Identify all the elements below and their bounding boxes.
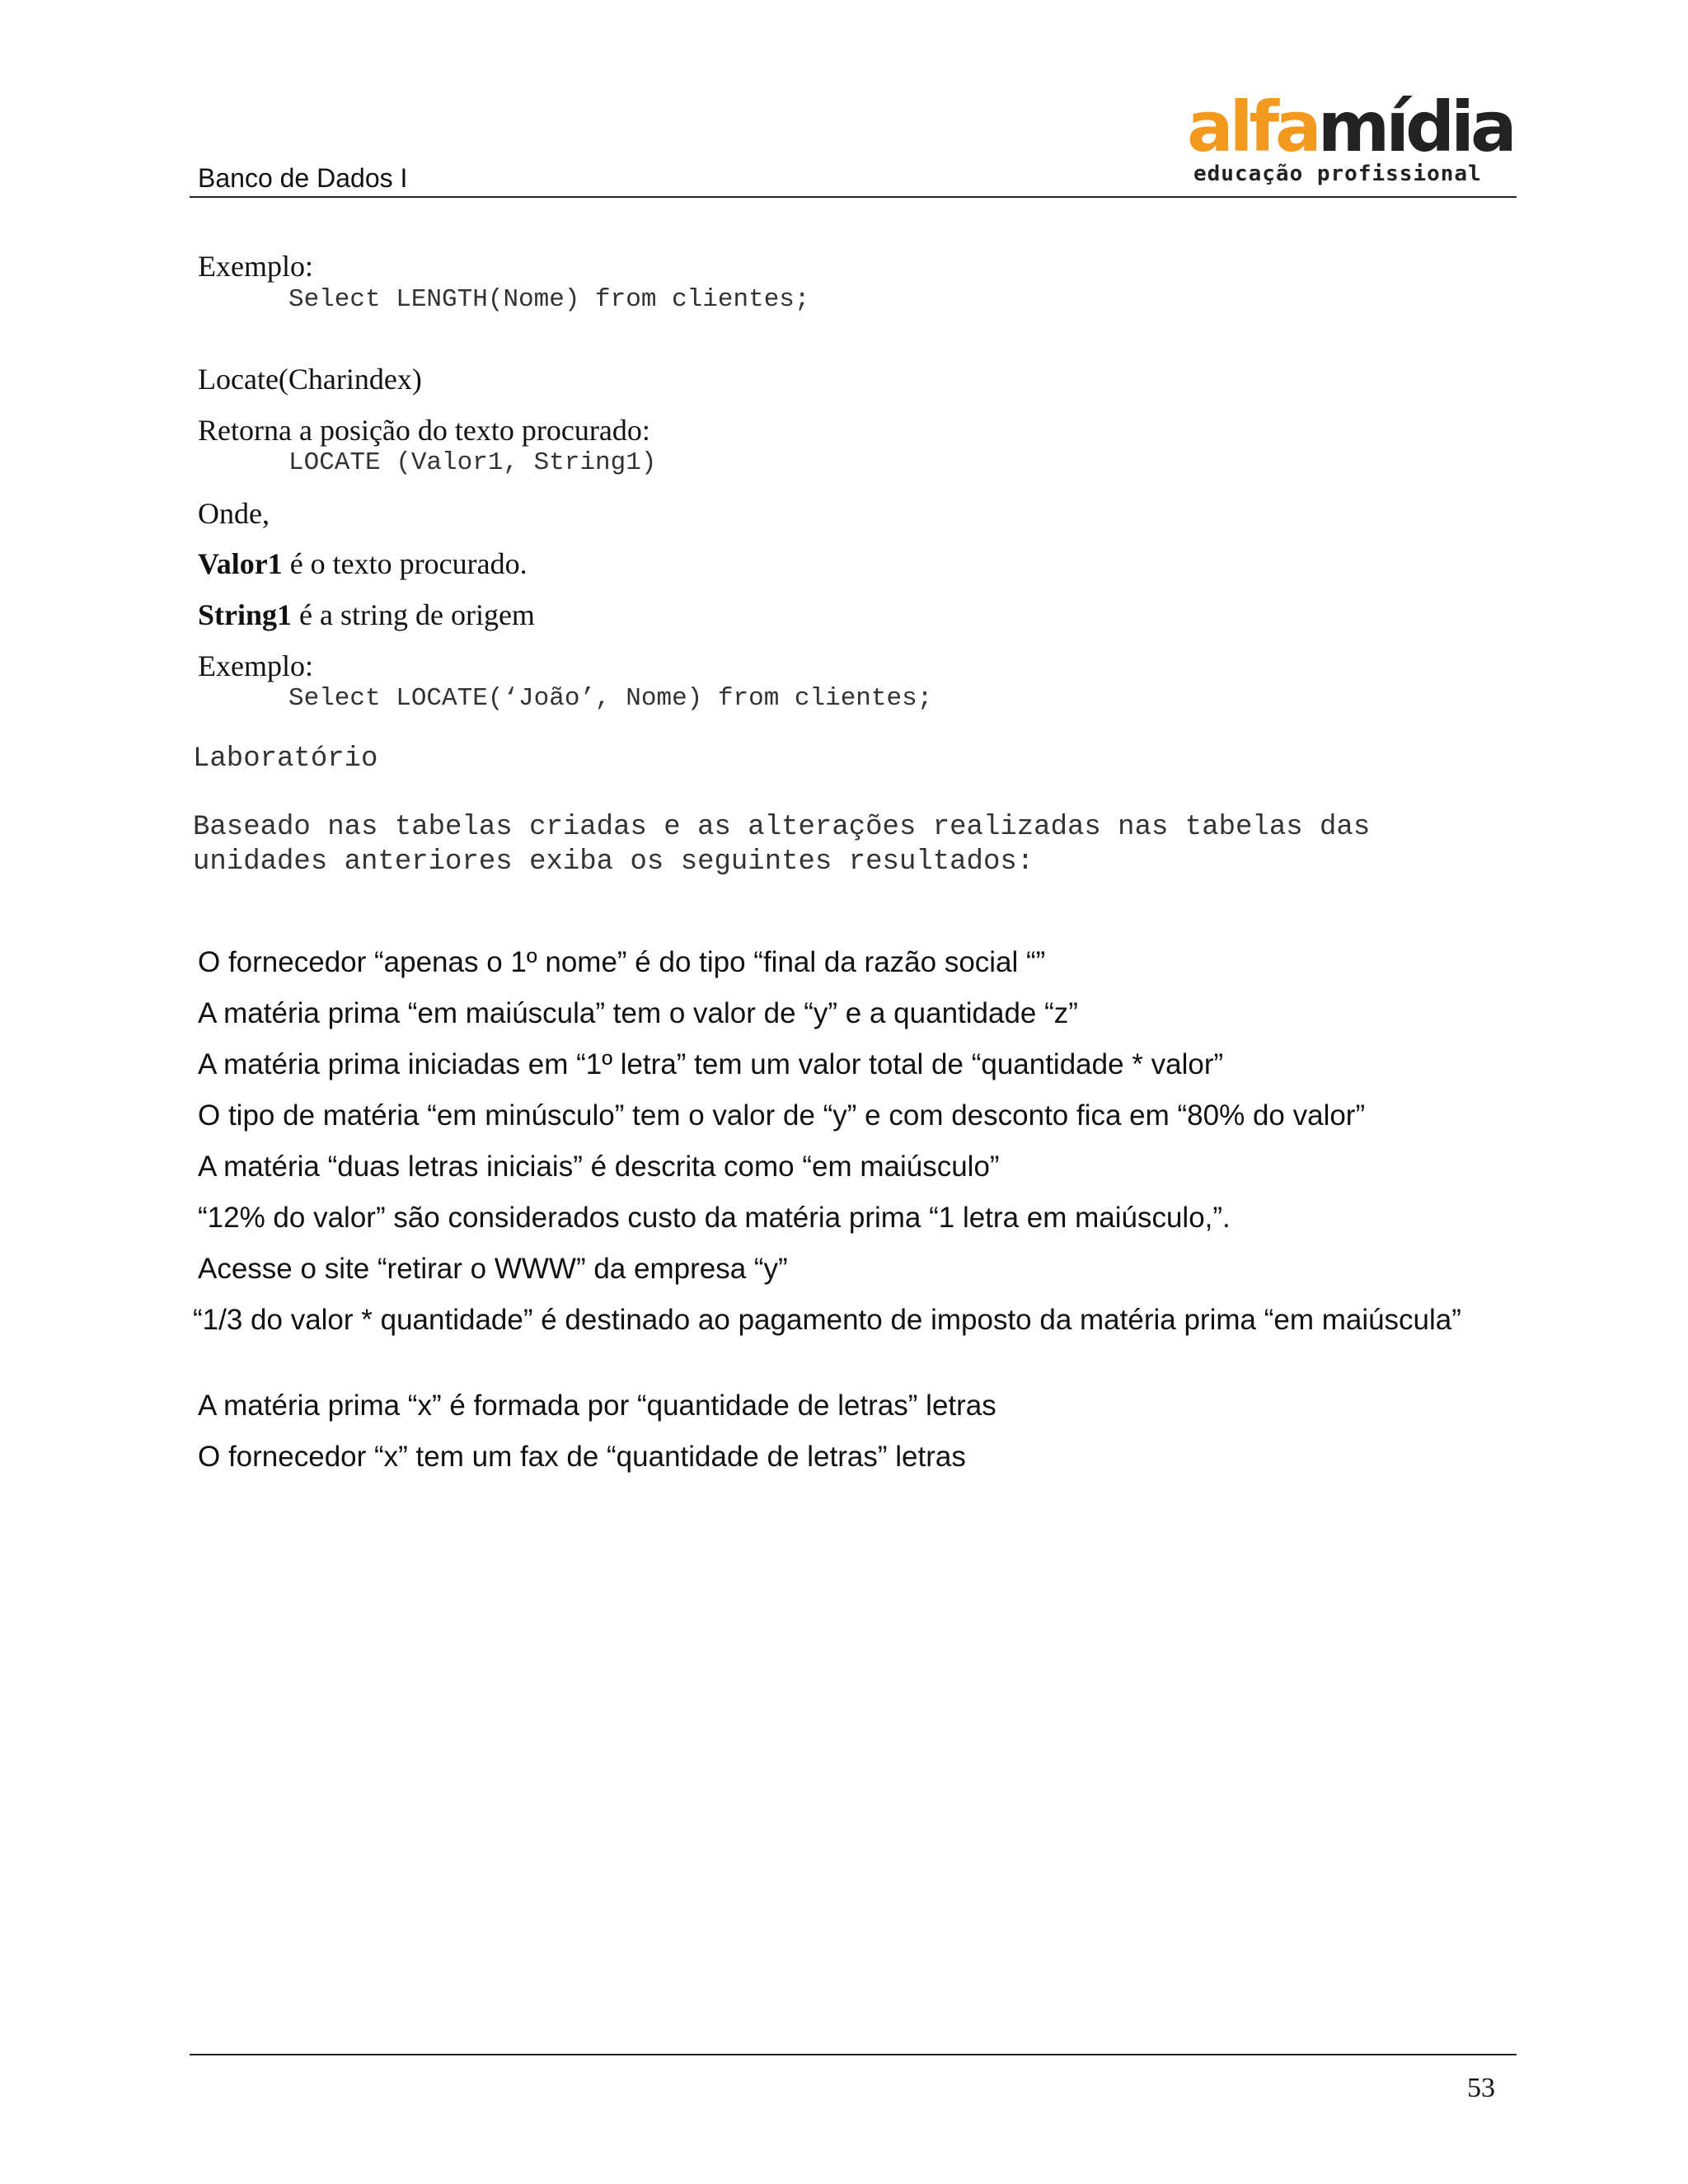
locate-param1 [198,547,528,580]
param1-description: é o texto procurado. [282,547,528,580]
logo-tagline: educação profissional [1193,162,1482,186]
exercise-item: “1/3 do valor * quantidade” é destinado ao pagamento de imposto da matéria prima “em maiúscula” [193,1304,1461,1336]
locate-syntax-code: LOCATE (Valor1, String1) [288,448,657,477]
locate-example-label: Exemplo: [198,649,313,682]
lab-intro-line1: Baseado nas tabelas criadas e as alterações realizadas nas tabelas das [193,812,1371,843]
length-example-code: Select LENGTH(Nome) from clientes; [288,285,810,314]
exercise-item: O fornecedor “apenas o 1º nome” é do tipo “final da razão social “” [198,946,1046,978]
lab-title: Laboratório [193,743,378,775]
length-example-label: Exemplo: [198,250,313,283]
exercise-item: O tipo de matéria “em minúsculo” tem o valor de “y” e com desconto fica em “80% do valor” [198,1099,1366,1132]
alfamidia-logo [1187,87,1515,191]
locate-param2 [198,598,535,631]
locate-description: Retorna a posição do texto procurado: [198,414,650,447]
exercise-item: A matéria prima “em maiúscula” tem o valor de “y” e a quantidade “z” [198,997,1078,1029]
exercise-item: A matéria “duas letras iniciais” é descrita como “em maiúsculo” [198,1151,1000,1183]
exercise-item: “12% do valor” são considerados custo da matéria prima “1 letra em maiúsculo,”. [198,1202,1231,1234]
param1-name: Valor1 [198,547,283,580]
logo-wordmark [1187,87,1513,167]
param2-description: é a string de origem [292,598,535,631]
exercise-item: Acesse o site “retirar o WWW” da empresa “y” [198,1253,788,1285]
lab-intro-line2: unidades anteriores exiba os seguintes resultados: [193,846,1034,878]
header-divider [190,196,1517,198]
page-number: 53 [1467,2073,1495,2103]
locate-heading: Locate(Charindex) [198,363,422,396]
header-title: Banco de Dados I [198,163,408,193]
footer-divider [190,2054,1517,2055]
exercise-item: A matéria prima “x” é formada por “quantidade de letras” letras [198,1390,996,1422]
logo-brand-part1: alfa [1187,87,1318,167]
locate-example-code: Select LOCATE(‘João’, Nome) from clientes; [288,684,933,713]
logo-brand-part2: mídia [1317,87,1513,167]
exercise-item: A matéria prima iniciadas em “1º letra” tem um valor total de “quantidade * valor” [198,1048,1224,1080]
locate-where: Onde, [198,497,270,530]
exercise-item: O fornecedor “x” tem um fax de “quantidade de letras” letras [198,1441,966,1473]
param2-name: String1 [198,598,293,631]
